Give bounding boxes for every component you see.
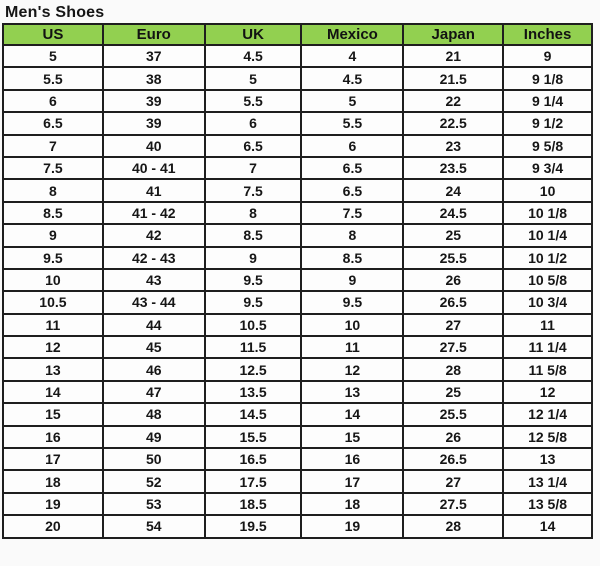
cell-euro: 41 - 42	[103, 202, 205, 224]
cell-inches: 9 1/4	[503, 90, 592, 112]
table-row	[3, 426, 592, 448]
cell-japan: 25	[403, 224, 503, 246]
cell-us: 14	[3, 381, 103, 403]
cell-inches: 11	[503, 314, 592, 336]
cell-inches: 10 3/4	[503, 291, 592, 313]
column-header-mexico: Mexico	[301, 24, 403, 45]
table-row	[3, 45, 592, 67]
cell-us: 6.5	[3, 112, 103, 134]
cell-japan: 23	[403, 135, 503, 157]
table-row	[3, 112, 592, 134]
cell-euro: 41	[103, 179, 205, 201]
cell-japan: 26	[403, 426, 503, 448]
table-row	[3, 493, 592, 515]
cell-mexico: 8.5	[301, 247, 403, 269]
cell-japan: 25	[403, 381, 503, 403]
cell-japan: 25.5	[403, 403, 503, 425]
cell-us: 17	[3, 448, 103, 470]
cell-us: 11	[3, 314, 103, 336]
cell-inches: 14	[503, 515, 592, 537]
header-row	[3, 24, 592, 45]
cell-euro: 45	[103, 336, 205, 358]
cell-uk: 5.5	[205, 90, 302, 112]
column-header-inches: Inches	[503, 24, 592, 45]
cell-mexico: 6.5	[301, 157, 403, 179]
cell-inches: 12 5/8	[503, 426, 592, 448]
cell-euro: 37	[103, 45, 205, 67]
cell-mexico: 9.5	[301, 291, 403, 313]
cell-uk: 13.5	[205, 381, 302, 403]
table-row	[3, 314, 592, 336]
cell-mexico: 18	[301, 493, 403, 515]
cell-us: 10.5	[3, 291, 103, 313]
cell-japan: 27	[403, 470, 503, 492]
cell-mexico: 6	[301, 135, 403, 157]
cell-us: 19	[3, 493, 103, 515]
table-row	[3, 247, 592, 269]
cell-uk: 12.5	[205, 358, 302, 380]
table-row	[3, 291, 592, 313]
cell-us: 5.5	[3, 67, 103, 89]
table-header	[3, 24, 592, 45]
cell-inches: 10	[503, 179, 592, 201]
cell-inches: 10 1/2	[503, 247, 592, 269]
cell-inches: 9 1/8	[503, 67, 592, 89]
cell-uk: 18.5	[205, 493, 302, 515]
table-row	[3, 515, 592, 537]
cell-japan: 27.5	[403, 336, 503, 358]
cell-uk: 8	[205, 202, 302, 224]
column-header-us: US	[3, 24, 103, 45]
cell-euro: 50	[103, 448, 205, 470]
cell-mexico: 11	[301, 336, 403, 358]
cell-uk: 9.5	[205, 269, 302, 291]
cell-euro: 42 - 43	[103, 247, 205, 269]
table-row	[3, 179, 592, 201]
page-title: Men's Shoes	[5, 4, 105, 21]
table-body	[3, 45, 592, 538]
cell-euro: 49	[103, 426, 205, 448]
cell-japan: 23.5	[403, 157, 503, 179]
cell-inches: 11 1/4	[503, 336, 592, 358]
cell-euro: 43 - 44	[103, 291, 205, 313]
cell-inches: 10 1/8	[503, 202, 592, 224]
cell-euro: 52	[103, 470, 205, 492]
cell-us: 8.5	[3, 202, 103, 224]
table-row	[3, 336, 592, 358]
cell-inches: 9 3/4	[503, 157, 592, 179]
cell-euro: 38	[103, 67, 205, 89]
cell-mexico: 9	[301, 269, 403, 291]
cell-mexico: 8	[301, 224, 403, 246]
cell-japan: 28	[403, 358, 503, 380]
cell-euro: 43	[103, 269, 205, 291]
cell-mexico: 7.5	[301, 202, 403, 224]
cell-mexico: 17	[301, 470, 403, 492]
cell-euro: 39	[103, 112, 205, 134]
table-row	[3, 157, 592, 179]
cell-mexico: 6.5	[301, 179, 403, 201]
cell-uk: 15.5	[205, 426, 302, 448]
cell-mexico: 13	[301, 381, 403, 403]
cell-inches: 9	[503, 45, 592, 67]
table-row	[3, 358, 592, 380]
cell-mexico: 4	[301, 45, 403, 67]
cell-euro: 48	[103, 403, 205, 425]
cell-euro: 42	[103, 224, 205, 246]
cell-us: 9.5	[3, 247, 103, 269]
cell-inches: 11 5/8	[503, 358, 592, 380]
cell-us: 7.5	[3, 157, 103, 179]
cell-euro: 54	[103, 515, 205, 537]
cell-japan: 21.5	[403, 67, 503, 89]
cell-mexico: 12	[301, 358, 403, 380]
cell-us: 20	[3, 515, 103, 537]
cell-inches: 13 1/4	[503, 470, 592, 492]
cell-japan: 21	[403, 45, 503, 67]
table-row	[3, 202, 592, 224]
cell-mexico: 19	[301, 515, 403, 537]
cell-japan: 26.5	[403, 291, 503, 313]
cell-us: 7	[3, 135, 103, 157]
cell-inches: 9 5/8	[503, 135, 592, 157]
cell-mexico: 15	[301, 426, 403, 448]
cell-euro: 40 - 41	[103, 157, 205, 179]
cell-us: 13	[3, 358, 103, 380]
cell-uk: 14.5	[205, 403, 302, 425]
cell-japan: 28	[403, 515, 503, 537]
cell-euro: 47	[103, 381, 205, 403]
cell-us: 8	[3, 179, 103, 201]
cell-us: 16	[3, 426, 103, 448]
column-header-euro: Euro	[103, 24, 205, 45]
cell-japan: 26	[403, 269, 503, 291]
cell-uk: 16.5	[205, 448, 302, 470]
size-conversion-table	[2, 23, 593, 539]
table-row	[3, 90, 592, 112]
cell-mexico: 5.5	[301, 112, 403, 134]
table-row	[3, 269, 592, 291]
cell-japan: 24.5	[403, 202, 503, 224]
cell-uk: 5	[205, 67, 302, 89]
cell-mexico: 5	[301, 90, 403, 112]
cell-inches: 12 1/4	[503, 403, 592, 425]
cell-euro: 44	[103, 314, 205, 336]
cell-uk: 8.5	[205, 224, 302, 246]
cell-japan: 27	[403, 314, 503, 336]
cell-us: 12	[3, 336, 103, 358]
cell-inches: 9 1/2	[503, 112, 592, 134]
cell-euro: 39	[103, 90, 205, 112]
column-header-uk: UK	[205, 24, 302, 45]
cell-japan: 24	[403, 179, 503, 201]
cell-japan: 22	[403, 90, 503, 112]
cell-us: 5	[3, 45, 103, 67]
cell-inches: 12	[503, 381, 592, 403]
cell-inches: 13	[503, 448, 592, 470]
table-row	[3, 470, 592, 492]
cell-us: 15	[3, 403, 103, 425]
cell-uk: 19.5	[205, 515, 302, 537]
table-row	[3, 135, 592, 157]
cell-us: 6	[3, 90, 103, 112]
cell-uk: 7.5	[205, 179, 302, 201]
cell-us: 10	[3, 269, 103, 291]
cell-euro: 40	[103, 135, 205, 157]
cell-japan: 27.5	[403, 493, 503, 515]
table-row	[3, 67, 592, 89]
cell-uk: 9	[205, 247, 302, 269]
cell-mexico: 14	[301, 403, 403, 425]
cell-uk: 17.5	[205, 470, 302, 492]
cell-mexico: 10	[301, 314, 403, 336]
cell-uk: 4.5	[205, 45, 302, 67]
cell-mexico: 16	[301, 448, 403, 470]
cell-uk: 9.5	[205, 291, 302, 313]
cell-uk: 10.5	[205, 314, 302, 336]
cell-mexico: 4.5	[301, 67, 403, 89]
cell-japan: 25.5	[403, 247, 503, 269]
cell-us: 9	[3, 224, 103, 246]
cell-inches: 10 1/4	[503, 224, 592, 246]
cell-us: 18	[3, 470, 103, 492]
cell-inches: 13 5/8	[503, 493, 592, 515]
cell-inches: 10 5/8	[503, 269, 592, 291]
cell-euro: 46	[103, 358, 205, 380]
cell-japan: 22.5	[403, 112, 503, 134]
table-row	[3, 224, 592, 246]
column-header-japan: Japan	[403, 24, 503, 45]
cell-uk: 7	[205, 157, 302, 179]
cell-uk: 11.5	[205, 336, 302, 358]
table-row	[3, 448, 592, 470]
cell-uk: 6	[205, 112, 302, 134]
table-row	[3, 403, 592, 425]
cell-japan: 26.5	[403, 448, 503, 470]
table-row	[3, 381, 592, 403]
cell-euro: 53	[103, 493, 205, 515]
cell-uk: 6.5	[205, 135, 302, 157]
